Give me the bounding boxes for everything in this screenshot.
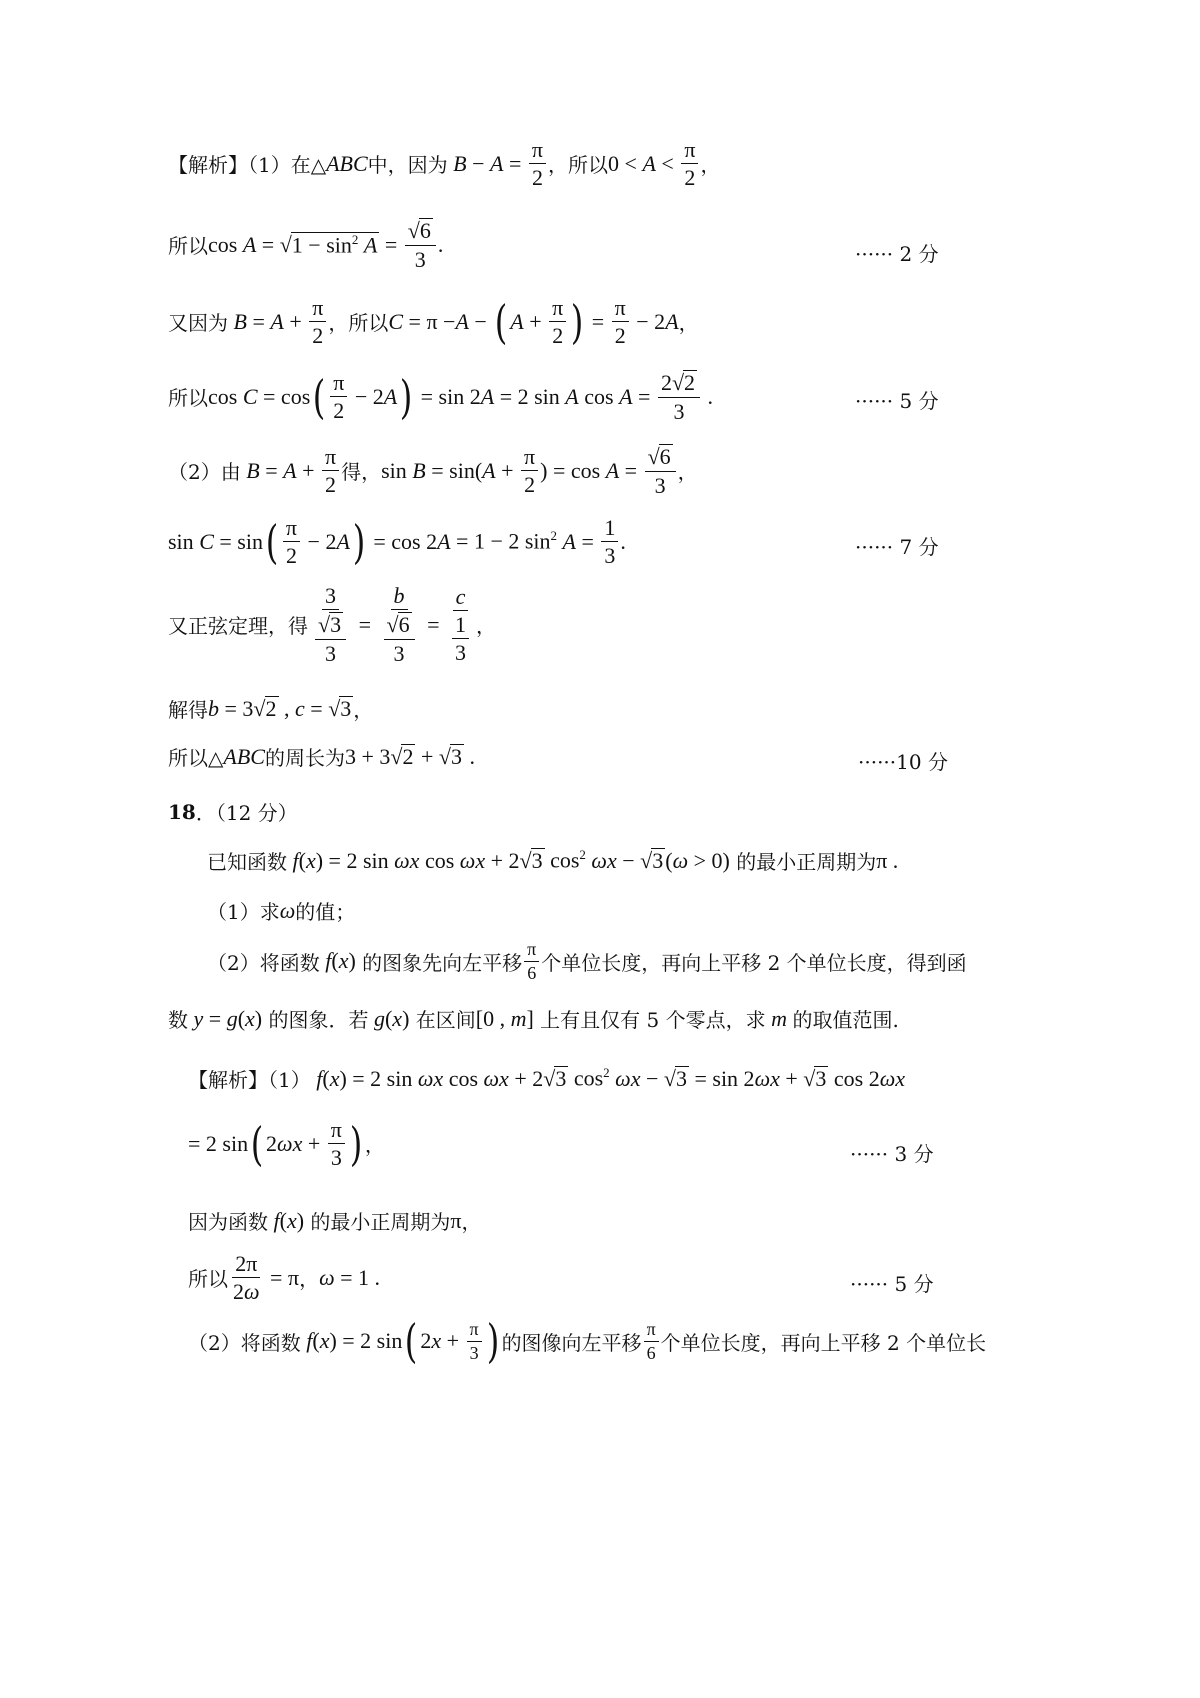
solution-line-4: 所以 cos C = cos ( $\frac{\pi}{2}$ − 2 A ) = sin 2 A = 2 sin A cos A = $\frac{2√2}{3}$ . — [168, 369, 714, 425]
solution-line-7: 又正弦定理，得 $\frac{3}{\frac{√3}{3}}$ = $\frac{b}{\frac{√6}{3}}$ = $\frac{c}{\frac{1}{3}}$ ， — [168, 583, 496, 667]
solution-line-8: 解得 b = 3 √ 2 , c = √ 3 ， — [168, 695, 374, 722]
score-mark: ······ 2 分 — [855, 242, 939, 266]
problem-statement: 已知函数 f ( x ) = 2 sin ωx cos ωx + 2 √ 3 $\cos^2$ ωx − √ 3 ( ω > 0) 的最小正周期为 π . — [207, 847, 899, 874]
score-mark: ······ 5 分 — [855, 389, 939, 413]
solution-line-6: sin C = sin ( $\frac{\pi}{2}$ − 2 A ) = cos 2 A = 1 − 2 $\sin^2$ A = $\frac{1}{3}$ . — [168, 514, 626, 569]
solution-18-line-4: 所以 $\frac{2\pi}{2\omega}$ = π ， ω = 1 . — [188, 1251, 381, 1305]
solution-line-9: 所以△ ABC 的周长为 3 + 3 √ 2 + √ 3 . — [168, 743, 475, 770]
problem-part-1: （1）求 ω 的值； — [207, 897, 356, 924]
score-mark: ······ 7 分 — [855, 535, 939, 559]
solution-18-line-5: （2）将函数 f ( x ) = 2 sin ( 2 x + $\frac{\pi}{3}$ ) 的图像向左平移 $\frac{\pi}{6}$ 个单位长度，再向上平移 2 个单位长 — [188, 1314, 987, 1368]
solution-18-line-3: 因为函数 f ( x ) 的最小正周期为 π ， — [188, 1207, 482, 1234]
solution-line-5: （2）由 B = A + $\frac{\pi}{2}$ 得， sin B = sin( A + $\frac{\pi}{2}$ ) = cos A = $\frac{√6}{3}$ ， — [168, 444, 698, 499]
problem-part-2: （2）将函数 f ( x ) 的图象先向左平移 $\frac{\pi}{6}$ 个单位长度，再向上平移 2 个单位长度，得到函 — [207, 939, 967, 983]
solution-18-line-2: = 2 sin ( 2 ωx + $\frac{\pi}{3}$ ) ， — [188, 1116, 385, 1171]
solution-line-2: 所以 cos A = √ $1 - \sin^2 A$ = $\frac{√6}{3}$ . — [168, 218, 444, 273]
score-mark: ······10 分 — [858, 750, 948, 774]
problem-part-2-cont: 数 y = g ( x ) 的图象．若 g ( x ) 在区间 [0 , m ] 上有且仅有 5 个零点，求 m 的取值范围. — [168, 1005, 899, 1032]
solution-line-1: 【解析】（1）在△ ABC 中，因为 B − A = $\frac{\pi}{2}$ ，所以 0 < A < $\frac{\pi}{2}$ ， — [168, 137, 721, 191]
score-mark: ······ 3 分 — [850, 1142, 934, 1166]
solution-18-line-1: 【解析】（1） f ( x ) = 2 sin ωx cos ωx + 2 √ 3 $\cos^2$ ωx − √ 3 = sin 2 ωx + √ 3 cos 2 ωx — [188, 1065, 906, 1092]
solution-line-3: 又因为 B = A + $\frac{\pi}{2}$ ，所以 C = π − A − ( A + $\frac{\pi}{2}$ ) = $\frac{\pi}{2}$ − 2 A ， — [168, 294, 699, 349]
problem-18-header: 18 ．（12 分） — [168, 799, 298, 825]
score-mark: ······ 5 分 — [850, 1272, 934, 1296]
